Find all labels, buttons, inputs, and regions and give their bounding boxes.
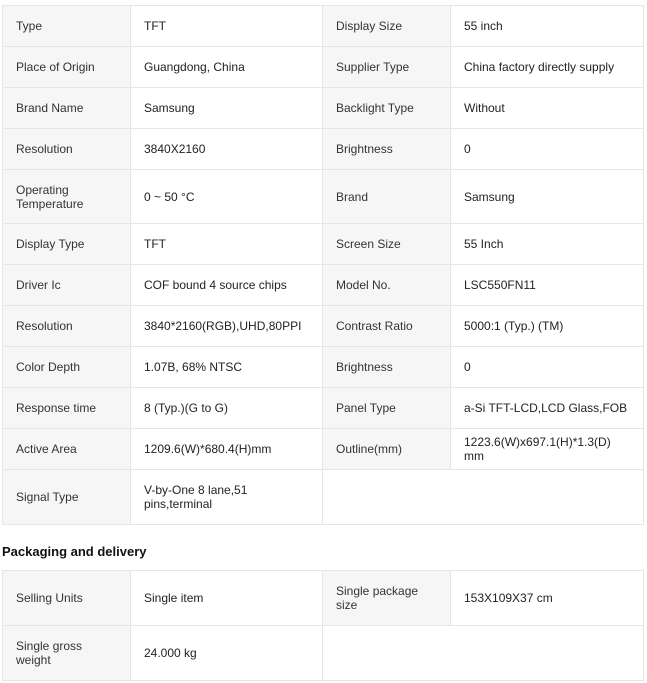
table-row [3, 6, 644, 47]
table-row [3, 129, 644, 170]
spec-key: Active Area [3, 429, 131, 470]
spec-value: 1.07B, 68% NTSC [131, 347, 323, 388]
spec-value: 55 inch [451, 6, 644, 47]
spec-key: Model No. [323, 265, 451, 306]
spec-key: Brand Name [3, 88, 131, 129]
spec-key: Screen Size [323, 224, 451, 265]
spec-value: 8 (Typ.)(G to G) [131, 388, 323, 429]
spec-key: Driver Ic [3, 265, 131, 306]
spec-value: LSC550FN11 [451, 265, 644, 306]
spec-key: Supplier Type [323, 47, 451, 88]
spec-key: Display Type [3, 224, 131, 265]
spec-value: 24.000 kg [131, 626, 323, 681]
spec-value: 5000:1 (Typ.) (TM) [451, 306, 644, 347]
specifications-table [2, 5, 644, 525]
table-row [3, 265, 644, 306]
spec-value: Guangdong, China [131, 47, 323, 88]
spec-key: Operating Temperature [3, 170, 131, 224]
table-row [3, 88, 644, 129]
spec-key: Brightness [323, 347, 451, 388]
table-row [3, 224, 644, 265]
spec-value: 0 [451, 347, 644, 388]
spec-value: Without [451, 88, 644, 129]
spec-key: Panel Type [323, 388, 451, 429]
spec-value: 153X109X37 cm [451, 571, 644, 626]
spec-key: Resolution [3, 306, 131, 347]
spec-value: China factory directly supply [451, 47, 644, 88]
spec-empty-cell [323, 626, 451, 681]
table-row [3, 429, 644, 470]
spec-key: Display Size [323, 6, 451, 47]
spec-value: Samsung [451, 170, 644, 224]
packaging-table [2, 570, 644, 681]
spec-value: V-by-One 8 lane,51 pins,terminal [131, 470, 323, 525]
spec-key: Single package size [323, 571, 451, 626]
table-row [3, 47, 644, 88]
table-row [3, 388, 644, 429]
spec-value: Single item [131, 571, 323, 626]
spec-value: TFT [131, 6, 323, 47]
spec-key: Signal Type [3, 470, 131, 525]
table-row [3, 470, 644, 525]
spec-value: 1223.6(W)x697.1(H)*1.3(D) mm [451, 429, 644, 470]
section-title: Packaging and delivery [2, 544, 147, 559]
spec-key: Outline(mm) [323, 429, 451, 470]
spec-key: Brightness [323, 129, 451, 170]
spec-value: 0 [451, 129, 644, 170]
spec-key: Backlight Type [323, 88, 451, 129]
spec-key: Color Depth [3, 347, 131, 388]
spec-key: Single gross weight [3, 626, 131, 681]
spec-value: TFT [131, 224, 323, 265]
spec-value: 0 ~ 50 °C [131, 170, 323, 224]
spec-key: Type [3, 6, 131, 47]
spec-key: Brand [323, 170, 451, 224]
table-row [3, 571, 644, 626]
spec-value: 3840X2160 [131, 129, 323, 170]
table-row [3, 306, 644, 347]
spec-empty-cell [451, 470, 644, 525]
spec-empty-cell [323, 470, 451, 525]
spec-value: a-Si TFT-LCD,LCD Glass,FOB [451, 388, 644, 429]
spec-key: Selling Units [3, 571, 131, 626]
spec-value: 3840*2160(RGB),UHD,80PPI [131, 306, 323, 347]
table-row [3, 626, 644, 681]
spec-key: Resolution [3, 129, 131, 170]
spec-value: 55 Inch [451, 224, 644, 265]
spec-value: 1209.6(W)*680.4(H)mm [131, 429, 323, 470]
spec-key: Place of Origin [3, 47, 131, 88]
spec-value: Samsung [131, 88, 323, 129]
spec-value: COF bound 4 source chips [131, 265, 323, 306]
table-row [3, 347, 644, 388]
spec-key: Contrast Ratio [323, 306, 451, 347]
spec-empty-cell [451, 626, 644, 681]
spec-key: Response time [3, 388, 131, 429]
table-row [3, 170, 644, 224]
